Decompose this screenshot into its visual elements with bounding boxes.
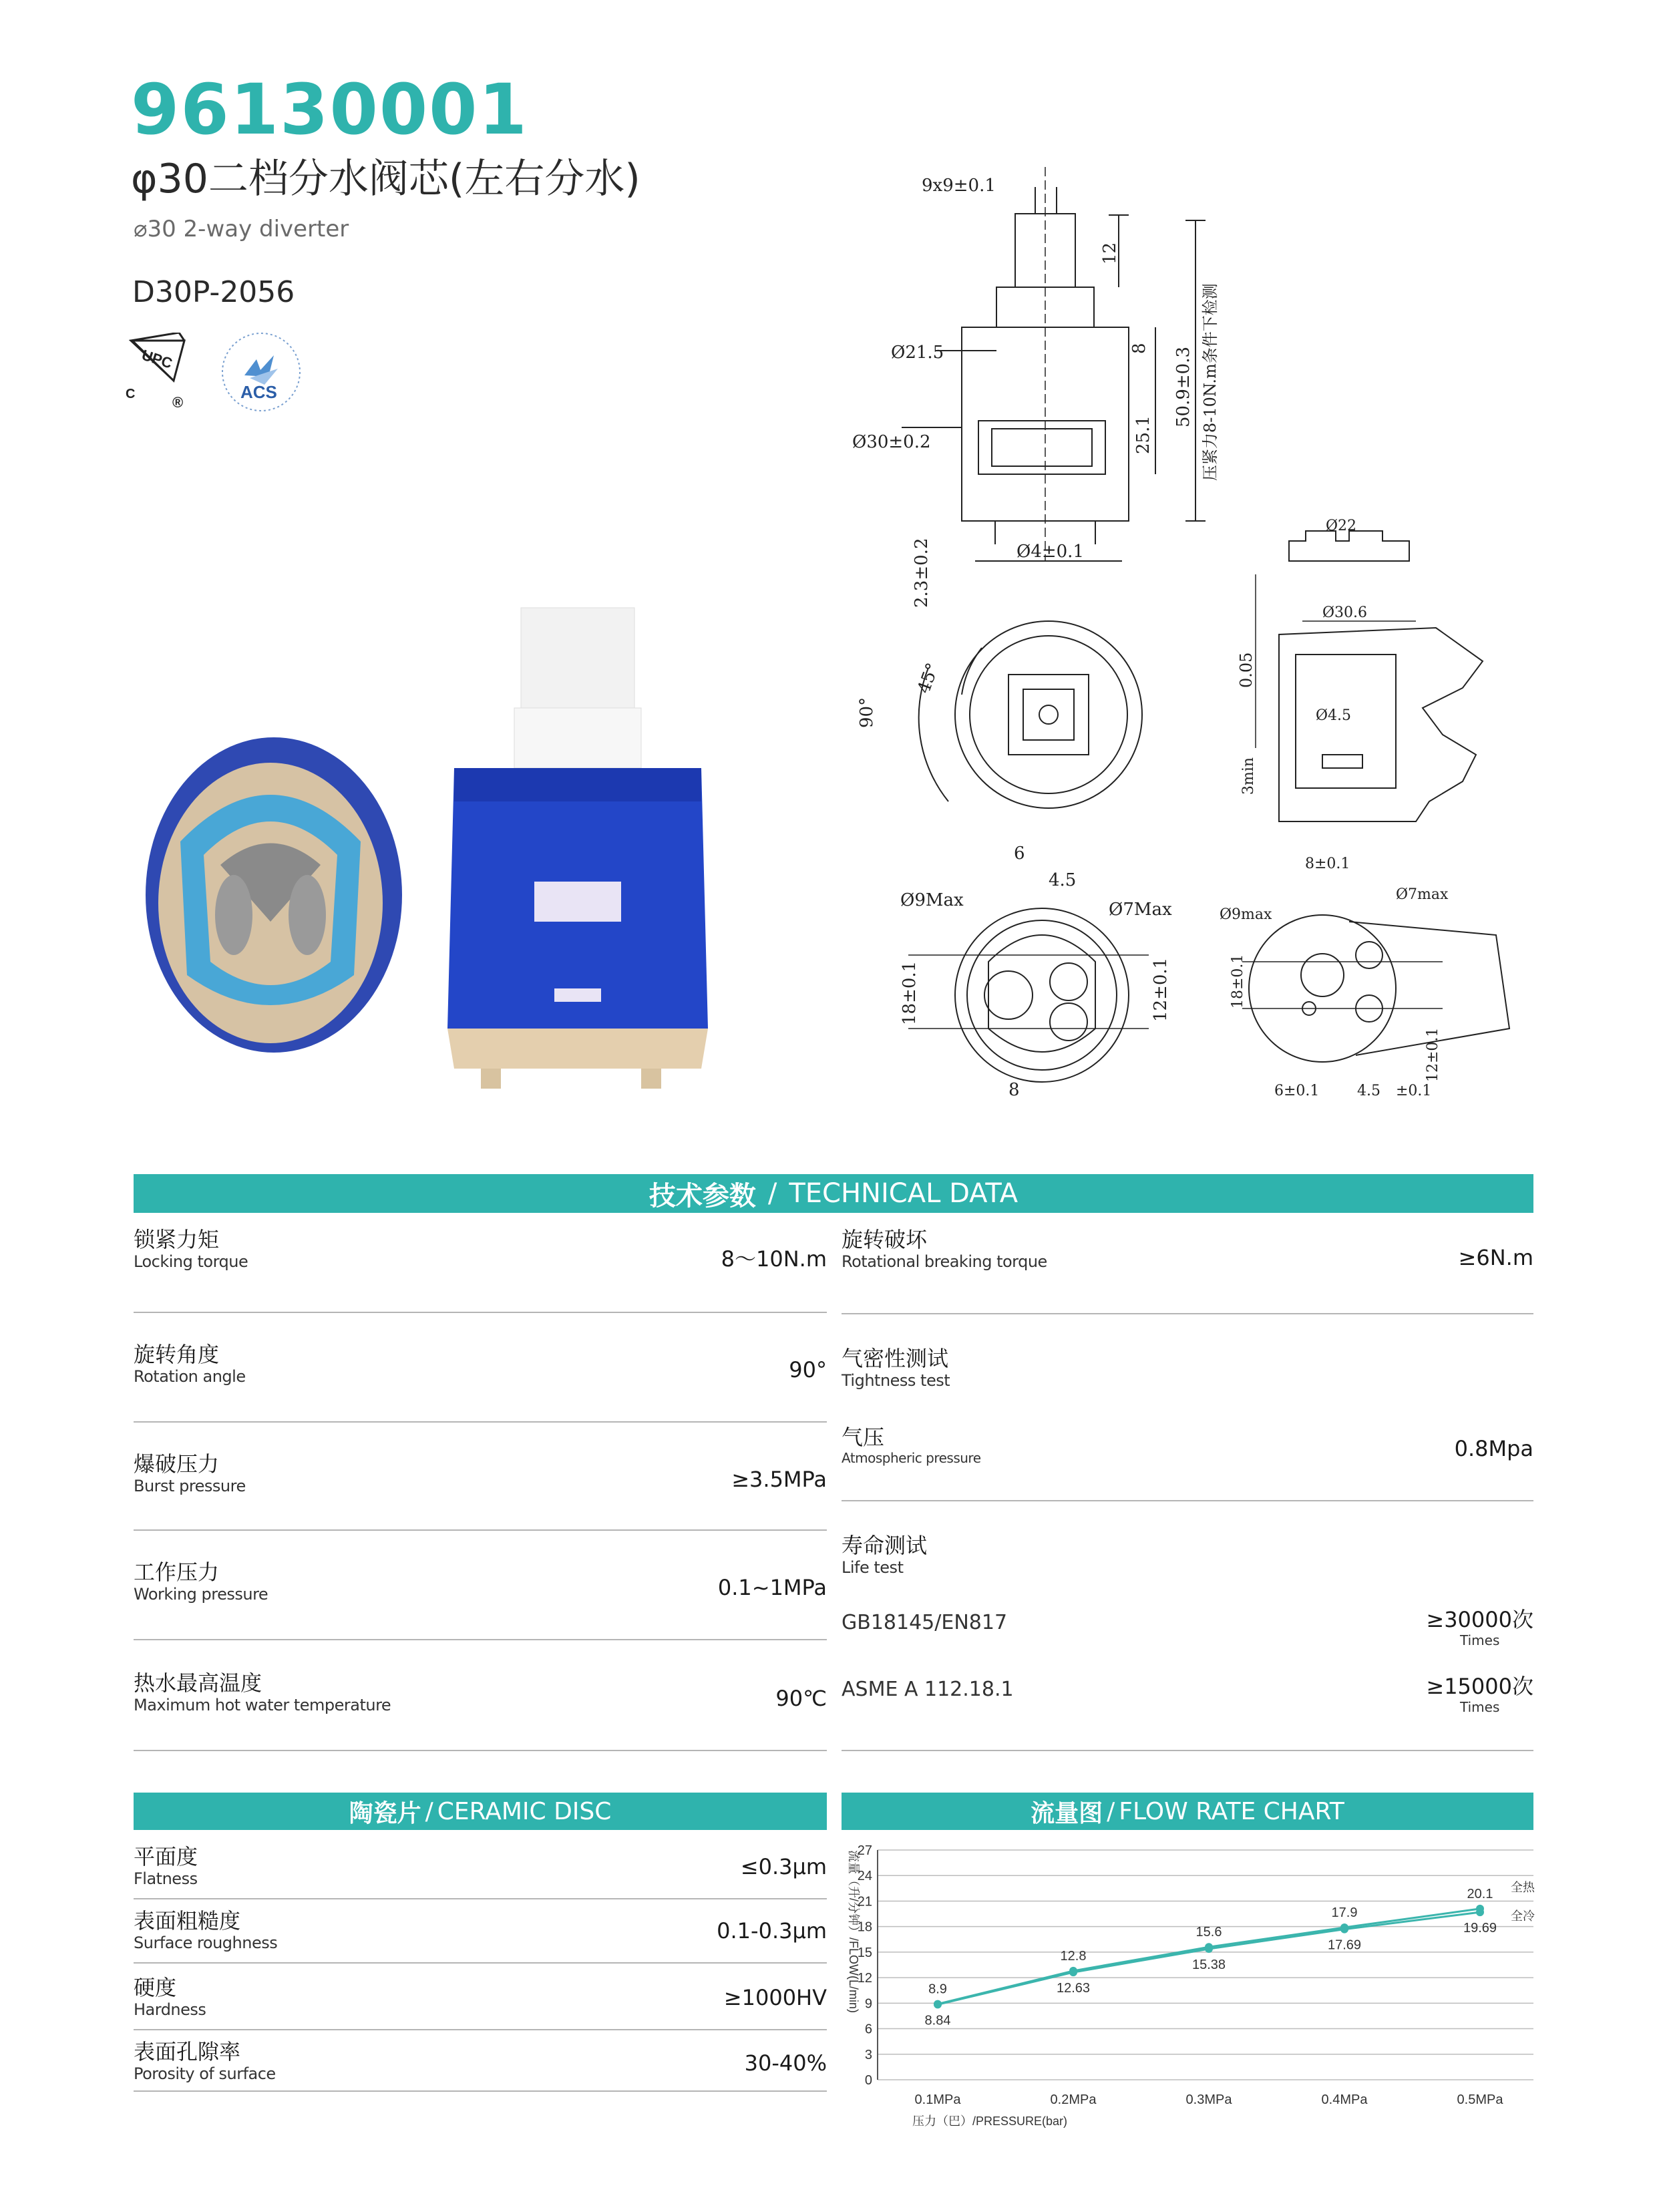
dim-8-top: 8 — [1129, 343, 1149, 354]
spec-label-cn: 爆破压力 — [134, 1451, 220, 1477]
dim-4: Ø4±0.1 — [1017, 542, 1084, 562]
spec-label-en: Hardness — [134, 2000, 206, 2019]
life-standard: GB18145/EN817 — [842, 1611, 1008, 1634]
spec-label-en: Porosity of surface — [134, 2064, 276, 2083]
spec-row — [134, 1228, 827, 1313]
upc-r-text: ® — [172, 394, 184, 411]
ceramic-title-en: CERAMIC DISC — [437, 1797, 612, 1825]
spec-value: 30-40% — [744, 2050, 827, 2076]
y-tick-label: 0 — [864, 2073, 872, 2088]
spec-label-cn: 气密性测试 — [842, 1346, 949, 1371]
dim-tol-b: ±0.1 — [1396, 1083, 1432, 1099]
spec-label-cn: 锁紧力矩 — [134, 1227, 220, 1252]
y-tick-label: 27 — [857, 1843, 872, 1858]
x-tick-label: 0.5MPa — [1457, 2092, 1503, 2107]
spec-label-cn: 寿命测试 — [842, 1533, 928, 1558]
dim-18-b: 18±0.1 — [1230, 954, 1246, 1008]
technical-drawing — [842, 160, 1549, 1142]
dim-90deg: 90° — [857, 697, 877, 728]
spec-label-cn: 工作压力 — [134, 1559, 220, 1585]
tech-title-cn: 技术参数 — [649, 1180, 756, 1212]
life-row — [842, 1674, 1533, 1751]
dim-30: Ø30±0.2 — [852, 432, 931, 452]
spec-label-en: Rotation angle — [134, 1366, 246, 1386]
series-name: 全热 — [1511, 1880, 1535, 1894]
flow-rate-chart — [839, 1837, 1536, 2131]
acs-logo — [218, 329, 305, 415]
spec-label-en: Working pressure — [134, 1584, 268, 1604]
dim-4-5: Ø4.5 — [1316, 707, 1352, 724]
dim-6-b: 6±0.1 — [1274, 1083, 1320, 1099]
data-label: 15.6 — [1195, 1925, 1222, 1940]
spec-label-cn: 表面孔隙率 — [134, 2039, 241, 2064]
y-axis-label: 流量（升/分钟）/FLOW(L/min) — [847, 1850, 860, 2014]
spec-label-cn: 热水最高温度 — [134, 1670, 262, 1696]
spec-row — [842, 1228, 1533, 1314]
y-tick-label: 18 — [857, 1919, 872, 1935]
spec-row — [134, 1342, 827, 1423]
acs-text: ACS — [240, 382, 277, 402]
x-tick-label: 0.2MPa — [1050, 2092, 1097, 2107]
dim-22: Ø22 — [1326, 518, 1357, 534]
spec-label-cn: 表面粗糙度 — [134, 1908, 241, 1933]
dim-7max-a: Ø7Max — [1109, 900, 1172, 920]
spec-label-en: Surface roughness — [134, 1933, 278, 1952]
x-tick-label: 0.1MPa — [914, 2092, 961, 2107]
dim-45deg: 45° — [914, 660, 944, 697]
x-axis-label: 压力（巴）/PRESSURE(bar) — [912, 2114, 1068, 2128]
y-tick-label: 12 — [857, 1971, 872, 1986]
life-unit: Times — [1460, 1699, 1500, 1715]
flow-title-cn: 流量图 — [1031, 1799, 1103, 1827]
ceramic-row — [134, 2040, 827, 2092]
dim-2-3: 2.3±0.2 — [912, 538, 932, 608]
spec-label-cn: 硬度 — [134, 1975, 177, 2000]
flow-sep: / — [1107, 1797, 1115, 1825]
spec-row — [842, 1346, 1533, 1390]
y-tick-label: 15 — [857, 1945, 872, 1960]
spec-label-en: Burst pressure — [134, 1476, 246, 1495]
dim-8-b: 8±0.1 — [1305, 856, 1350, 872]
life-standard: ASME A 112.18.1 — [842, 1678, 1014, 1701]
data-label: 12.8 — [1060, 1948, 1087, 1964]
y-tick-label: 21 — [857, 1894, 872, 1909]
ceramic-row — [134, 1976, 827, 2030]
dim-12: 12 — [1100, 242, 1120, 264]
spec-row — [842, 1533, 1533, 1577]
data-point — [1205, 1945, 1213, 1953]
spec-label-en: Life test — [842, 1557, 904, 1577]
x-tick-label: 0.4MPa — [1321, 2092, 1368, 2107]
cartridge-side-image — [447, 608, 708, 1089]
dim-8-a: 8 — [1008, 1080, 1020, 1100]
spec-label-en: Flatness — [134, 1869, 198, 1888]
spec-row — [134, 1671, 827, 1751]
dim-9max-b: Ø9max — [1220, 906, 1272, 923]
spec-value: 90℃ — [775, 1686, 827, 1711]
dim-18-a: 18±0.1 — [900, 960, 920, 1025]
ceramic-row — [134, 1845, 827, 1899]
flow-chart-header — [842, 1793, 1533, 1830]
tech-title-en: TECHNICAL DATA — [789, 1178, 1019, 1209]
spec-row — [134, 1452, 827, 1531]
y-tick-label: 3 — [864, 2047, 872, 2062]
dim-9max-a: Ø9Max — [900, 890, 964, 910]
x-tick-label: 0.3MPa — [1185, 2092, 1232, 2107]
tech-sep: / — [767, 1178, 777, 1209]
product-title-cn: φ30二档分水阀芯(左右分水) — [131, 156, 640, 202]
product-title-en: ⌀30 2-way diverter — [134, 216, 349, 242]
spec-value: ≥3.5MPa — [731, 1467, 827, 1492]
product-code: D30P-2056 — [132, 275, 295, 309]
port-view-drawing — [908, 908, 1149, 1082]
dim-12-b: 12±0.1 — [1425, 1027, 1441, 1082]
spec-label-en: Maximum hot water temperature — [134, 1695, 391, 1714]
spec-label-cn: 平面度 — [134, 1844, 198, 1869]
data-label: 8.9 — [928, 1982, 947, 1997]
dim-7max-b: Ø7max — [1396, 886, 1449, 903]
torque-note: 压紧力8-10N.m条件下检测 — [1201, 283, 1220, 481]
dim-30-6: Ø30.6 — [1322, 604, 1368, 621]
dim-6-a: 6 — [1014, 844, 1025, 864]
data-point — [934, 2000, 942, 2008]
spec-row — [842, 1425, 1533, 1501]
data-point — [1069, 1968, 1077, 1976]
upc-c-text: C — [126, 387, 136, 401]
life-value: ≥30000次 — [1426, 1607, 1533, 1632]
cartridge-bottom-image — [146, 737, 402, 1053]
product-photo — [134, 601, 708, 1095]
spec-value: 0.1~1MPa — [717, 1575, 827, 1600]
dim-3min: 3min — [1240, 757, 1257, 795]
data-label: 8.84 — [924, 2013, 951, 2028]
technical-data-header — [134, 1174, 1533, 1213]
side-view-drawing — [902, 167, 1206, 561]
spec-label-en: Atmospheric pressure — [842, 1449, 981, 1466]
flow-title-en: FLOW RATE CHART — [1119, 1797, 1344, 1825]
model-number: 96130001 — [131, 69, 528, 150]
dim-21-5: Ø21.5 — [891, 343, 944, 363]
data-label: 17.9 — [1331, 1905, 1358, 1920]
dim-9x9: 9x9±0.1 — [922, 176, 996, 196]
series-name: 全冷 — [1511, 1909, 1535, 1923]
data-label: 19.69 — [1463, 1921, 1497, 1936]
dim-4-5-b: 4.5 — [1357, 1083, 1380, 1099]
data-point — [1476, 1908, 1484, 1916]
section-view-drawing — [1256, 531, 1483, 821]
dim-4-5-a: 4.5 — [1049, 870, 1077, 890]
spec-label-en: Rotational breaking torque — [842, 1252, 1047, 1271]
spec-label-cn: 旋转破坏 — [842, 1227, 928, 1252]
spec-value: ≥1000HV — [723, 1985, 827, 2010]
spec-value: ≤0.3μm — [740, 1854, 827, 1879]
spec-row — [134, 1560, 827, 1640]
spec-value: ≥6N.m — [1458, 1245, 1533, 1270]
y-tick-label: 6 — [864, 2022, 872, 2037]
y-tick-label: 9 — [864, 1996, 872, 2012]
spec-value: 0.8Mpa — [1454, 1436, 1533, 1461]
data-label: 20.1 — [1467, 1886, 1493, 1901]
spec-label-en: Locking torque — [134, 1252, 248, 1271]
spec-value: 90° — [789, 1357, 827, 1382]
dim-12-a: 12±0.1 — [1151, 957, 1171, 1022]
upc-text: UPC — [140, 346, 175, 372]
spec-label-cn: 旋转角度 — [134, 1342, 220, 1367]
spec-label-cn: 气压 — [842, 1425, 885, 1450]
ceramic-title-cn: 陶瓷片 — [349, 1799, 421, 1827]
port-section-drawing — [1242, 915, 1509, 1062]
dim-50-9: 50.9±0.3 — [1173, 346, 1193, 427]
spec-value: 0.1-0.3μm — [717, 1918, 827, 1944]
life-row — [842, 1607, 1533, 1651]
spec-value: 8～10N.m — [721, 1246, 827, 1272]
life-value: ≥15000次 — [1426, 1674, 1533, 1699]
data-label: 12.63 — [1056, 1981, 1091, 1996]
dim-0-05: 0.05 — [1237, 652, 1256, 688]
y-tick-label: 24 — [857, 1869, 872, 1884]
ceramic-sep: / — [425, 1797, 433, 1825]
data-point — [1340, 1925, 1348, 1933]
data-label: 15.38 — [1191, 1958, 1226, 1973]
bottom-view-drawing — [919, 621, 1142, 808]
ceramic-row — [134, 1909, 827, 1964]
ceramic-disc-header — [134, 1793, 827, 1830]
spec-label-en: Tightness test — [842, 1370, 950, 1390]
life-unit: Times — [1460, 1632, 1500, 1648]
data-label: 17.69 — [1327, 1938, 1362, 1953]
dim-25-1: 25.1 — [1133, 415, 1153, 454]
